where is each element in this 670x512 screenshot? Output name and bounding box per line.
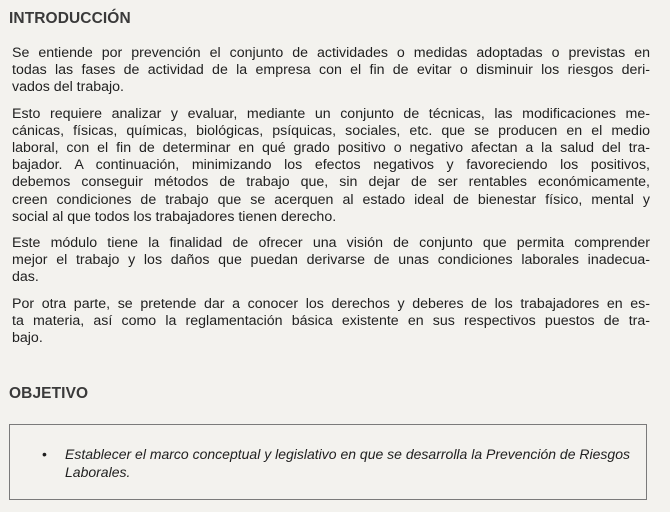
text-line: cánicas, físicas, químicas, biológicas, psíquicas, sociales, etc. que se producen en el medio bbox=[12, 122, 650, 139]
objective-box bbox=[9, 424, 647, 500]
objective-heading: OBJETIVO bbox=[9, 385, 89, 402]
paragraph bbox=[12, 296, 650, 348]
bullet-icon: • bbox=[42, 446, 47, 462]
text-line: Este módulo tiene la finalidad de ofrecer una visión de conjunto que permita comprender bbox=[12, 235, 650, 252]
text-line: ta materia, así como la reglamentación básica existente en sus respectivos puestos de tra- bbox=[12, 312, 650, 329]
text-line: Se entiende por prevención el conjunto de actividades o medidas adoptadas o previstas en bbox=[12, 45, 650, 61]
text-line: social al que todos los trabajadores tienen derecho. bbox=[12, 208, 337, 225]
text-line: mejor el trabajo y los daños que puedan derivarse de unas condiciones laborales inadecua- bbox=[12, 252, 650, 269]
text-line: todas las fases de actividad de la empresa con el fin de evitar o disminuir los riesgos deri- bbox=[12, 62, 650, 79]
introduction-heading: INTRODUCCIÓN bbox=[9, 10, 131, 27]
text-line: das. bbox=[12, 269, 39, 286]
paragraph bbox=[12, 45, 650, 97]
text-line: bajo. bbox=[12, 330, 43, 347]
text-line: Esto requiere analizar y evaluar, mediante un conjunto de técnicas, las modificaciones me- bbox=[12, 105, 650, 122]
text-line: bajador. A continuación, minimizando los efectos negativos y favoreciendo los positivos, bbox=[12, 157, 650, 174]
text-line: Por otra parte, se pretende dar a conocer los derechos y deberes de los trabajadores en es- bbox=[12, 295, 650, 312]
text-line: laboral, con el fin de determinar en qué grado positivo o negativo afectan a la salud del tra- bbox=[12, 140, 650, 157]
text-line: debemos conseguir métodos de trabajo que, sin dejar de ser rentables económicamente, bbox=[12, 174, 650, 191]
paragraph bbox=[12, 235, 650, 287]
text-line: creen condiciones de trabajo que se acerquen al estado ideal de bienestar físico, mental y bbox=[12, 191, 650, 208]
introduction-body bbox=[12, 45, 650, 356]
objective-item: Establecer el marco conceptual y legislativo en que se desarrolla la Prevención de Riesgos Laborales. bbox=[65, 446, 630, 480]
paragraph bbox=[12, 106, 650, 226]
text-line: vados del trabajo. bbox=[12, 79, 124, 96]
